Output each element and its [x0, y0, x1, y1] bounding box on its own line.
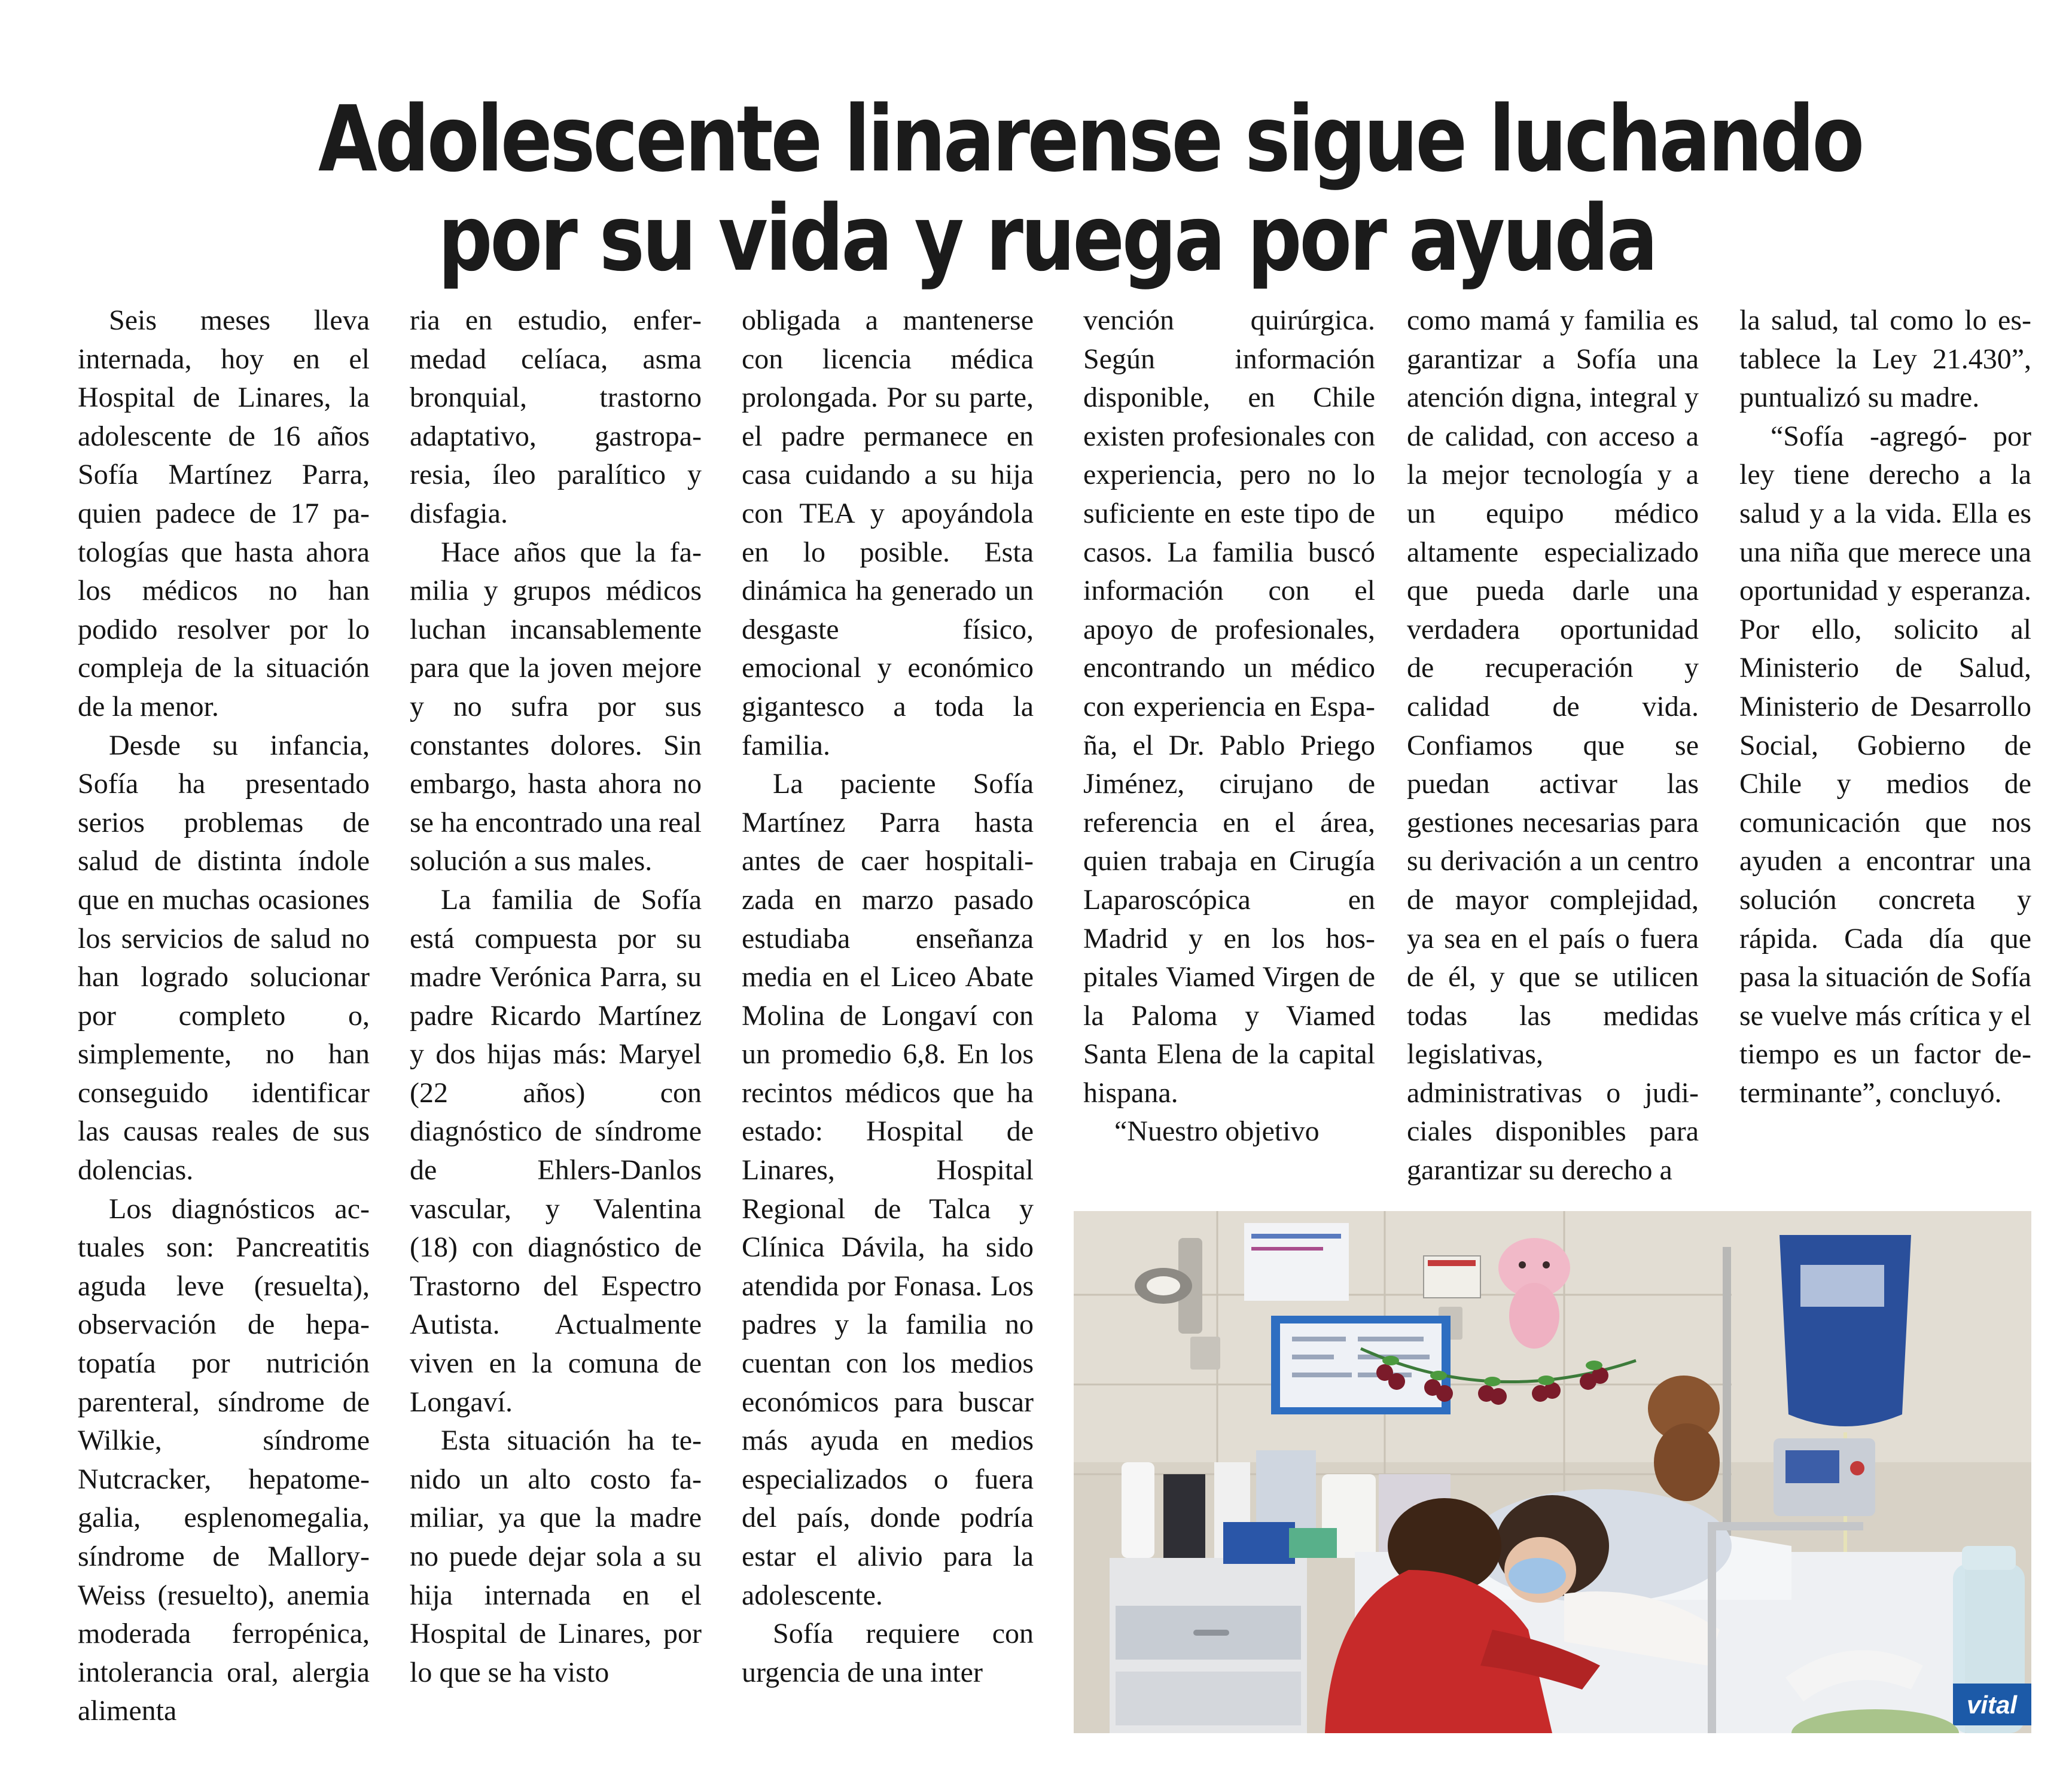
article-column-5 [1407, 301, 1699, 1190]
paragraph: Desde su infancia, Sofía ha presentado serios problemas de salud de distinta índole que en muchas ocasiones los servicios de salud no han logrado solucionar por completo o, simplemente, no han conseguido identificar las causas reales de sus dolencias. [78, 729, 370, 1187]
article-headline [318, 86, 1862, 291]
paragraph: La familia de Sofía está compuesta por su madre Verónica Parra, su padre Ricardo Martínez y dos hijas más: Maryel (22 años) con diagnóstico de síndrome de Ehlers-Danlos vascular, y Valentina (18) con diagnóstico de Trastorno del Espectro Autista. Actualmente viven en la comuna de Longaví. [410, 883, 702, 1418]
paragraph: Hace años que la familia y grupos médicos luchan incansablemente para que la joven mejore y no sufra por sus constantes dolores. Sin embargo, hasta ahora no se ha encontrado una real solución a sus males. [410, 536, 702, 877]
article-column-6 [1739, 301, 2031, 1112]
hospital-room-photo [1074, 1211, 2031, 1733]
article-column-4 [1083, 301, 1375, 1151]
infusion-pump-icon [1774, 1438, 1875, 1516]
headline-line-2: por su vida y ruega por ayuda [438, 185, 1656, 291]
paragraph: Sofía requiere con urgencia de una inter [742, 1618, 1034, 1688]
water-bottle-icon [1953, 1546, 2031, 1733]
article-column-3 [742, 301, 1034, 1692]
paragraph: como mamá y familia es garantizar a Sofía una atención digna, integral y de calidad, con acceso a la mejor tecnología y a un equipo médico altamente especializado que pueda darle una verdadera oportunidad de recuperación y calidad de vida. Confiamos que se puedan activar las gestiones necesarias para su derivación a un centro de mayor complejidad, ya sea en el país o fuera de él, y que se utilicen todas las medidas legislativas, administrativas o judiciales disponibles para garantizar su derecho a [1407, 304, 1699, 1187]
paragraph: la salud, tal como lo establece la Ley 21.430”, puntualizó su madre. [1739, 304, 2031, 414]
paragraph: ria en estudio, enfermedad celíaca, asma bronquial, trastorno adaptativo, gastroparesia, íleo paralítico y disfagia. [410, 304, 702, 529]
headline-line-1: Adolescente linarense sigue luchando [318, 86, 1862, 192]
paragraph: vención quirúrgica. Según información disponible, en Chile existen profesionales con experiencia, pero no lo suficiente en este tipo de casos. La familia buscó información con el apoyo de profesionales, encontrando un médico con experiencia en España, el Dr. Pablo Priego Jiménez, cirujano de referencia en el área, quien trabaja en Cirugía Laparoscópica en Madrid y en los hospitales Viamed Virgen de la Paloma y Viamed Santa Elena de la capital hispana. [1083, 304, 1375, 1109]
article-column-2 [410, 301, 702, 1692]
article-column-1 [78, 301, 370, 1731]
paragraph: Esta situación ha tenido un alto costo familiar, ya que la madre no puede dejar sola a su hija internada en el Hospital de Linares, por lo que se ha visto [410, 1425, 702, 1688]
bottle-brand-label: vital [1966, 1691, 2018, 1719]
paragraph: “Sofía -agregó- por ley tiene derecho a la salud y a la vida. Ella es una niña que merece una oportunidad y esperanza. Por ello, solicito al Ministerio de Salud, Ministerio de Desarrollo Social, Gobierno de Chile y medios de comunicación que nos ayuden a encontrar una solución concreta y rápida. Cada día que pasa la situación de Sofía se vuelve más crítica y el tiempo es un factor determinante”, concluyó. [1739, 420, 2031, 1109]
paragraph: Los diagnósticos actuales son: Pancreatitis aguda leve (resuelta), observación de hepatopatía por nutrición parenteral, síndrome de Wilkie, síndrome Nutcracker, hepatomegalia, esplenomegalia, síndrome de Mallory-Weiss (resuelto), anemia moderada ferropénica, intolerancia oral, alergia alimenta [78, 1193, 370, 1727]
paragraph: “Nuestro objetivo [1114, 1115, 1320, 1148]
paragraph: La paciente Sofía Martínez Parra hasta antes de caer hospitalizada en marzo pasado estudiaba enseñanza media en el Liceo Abate Molina de Longaví con un promedio 6,8. En los recintos médicos que ha estado: Hospital de Linares, Hospital Regional de Talca y Clínica Dávila, ha sido atendida por Fonasa. Los padres y la familia no cuentan con los medios económicos para buscar más ayuda en medios especializados o fuera del país, donde podría estar el alivio para la adolescente. [742, 768, 1034, 1611]
paragraph: Seis meses lleva internada, hoy en el Hospital de Linares, la adolescente de 16 años Sofía Martínez Parra, quien padece de 17 patologías que hasta ahora los médicos no han podido resolver por lo compleja de la situación de la menor. [78, 304, 370, 722]
paragraph: obligada a mantenerse con licencia médica prolongada. Por su parte, el padre permanece en casa cuidando a su hija con TEA y apoyándola en lo posible. Esta dinámica ha generado un desgaste físico, emocional y económico gigantesco a toda la familia. [742, 304, 1034, 761]
